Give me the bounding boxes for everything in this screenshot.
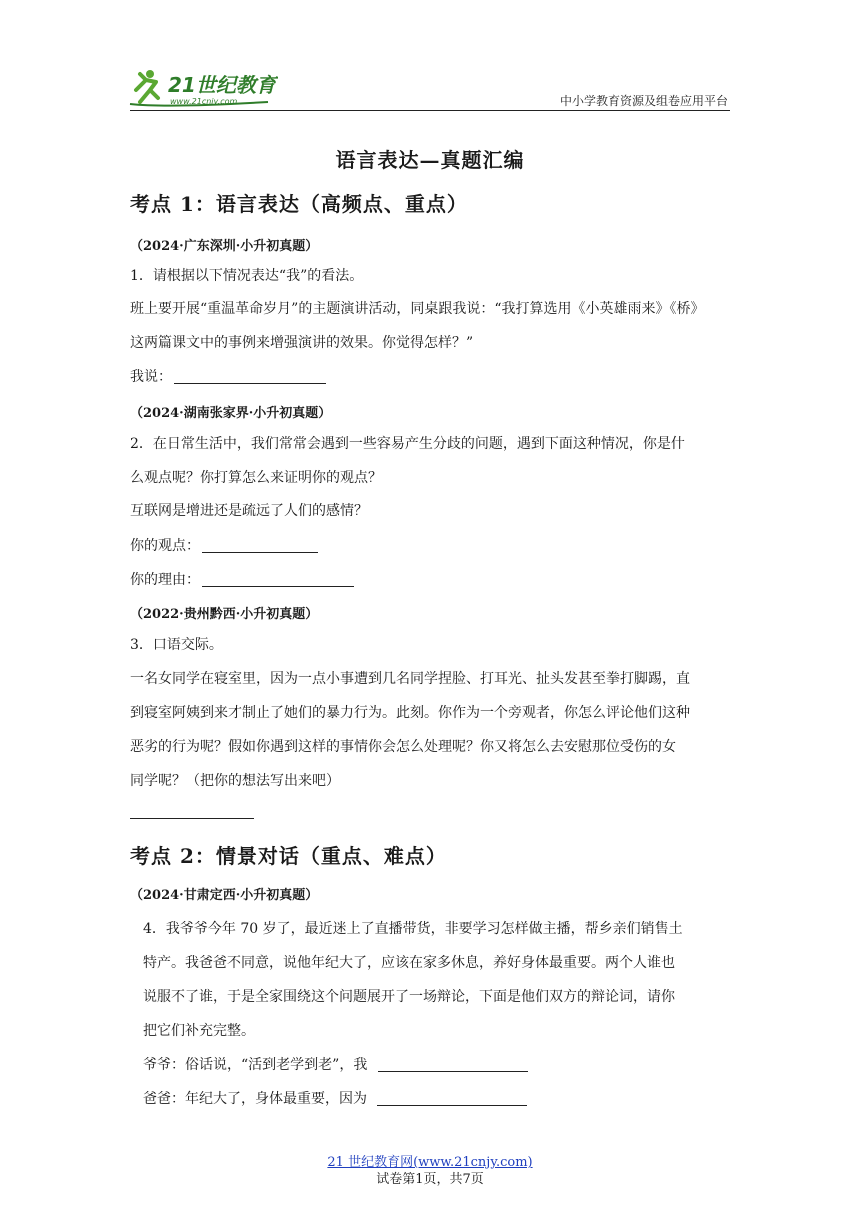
question-line: 这两篇课文中的事例来增强演讲的效果。你觉得怎样？” <box>130 335 474 351</box>
answer-label: 你的观点： <box>130 538 200 554</box>
section-heading-2: 考点 2：情景对话（重点、难点） <box>130 844 447 868</box>
question-line: 到寝室阿姨到来才制止了她们的暴力行为。此刻。你作为一个旁观者，你怎么评论他们这种 <box>130 705 690 721</box>
question-line: 特产。我爸爸不同意，说他年纪大了，应该在家多休息，养好身体最重要。两个人谁也 <box>143 955 675 971</box>
question-line: 4．我爷爷今年 70 岁了，最近迷上了直播带货，非要学习怎样做主播，帮乡亲们销售土 <box>143 921 683 937</box>
question-line: 同学呢？（把你的想法写出来吧） <box>130 773 340 789</box>
answer-blank[interactable] <box>174 369 326 384</box>
platform-name: 中小学教育资源及组卷应用平台 <box>559 94 728 108</box>
question-line: 么观点呢？你打算怎么来证明你的观点？ <box>130 470 382 486</box>
answer-blank[interactable] <box>202 538 318 553</box>
answer-row <box>130 535 730 555</box>
question-line: 一名女同学在寝室里，因为一点小事遭到几名同学捏脸、打耳光、扯头发甚至拳打脚踢，直 <box>130 671 690 687</box>
dialogue-row-grandpa <box>143 1054 743 1074</box>
document-title: 语言表达—真题汇编 <box>335 148 525 172</box>
answer-label: 你的理由： <box>130 572 200 588</box>
header-divider <box>130 110 730 111</box>
question-source: （2024·广东深圳·小升初真题） <box>130 239 319 254</box>
question-line: 班上要开展“重温革命岁月”的主题演讲活动，同桌跟我说：“我打算选用《小英雄雨来》《桥》 <box>130 301 705 317</box>
dialogue-row-father <box>143 1088 743 1108</box>
father-line: 爸爸：年纪大了，身体最重要，因为 <box>143 1091 367 1107</box>
answer-row <box>130 569 730 589</box>
answer-row <box>130 366 730 386</box>
answer-blank[interactable] <box>130 818 254 819</box>
question-line: 3．口语交际。 <box>130 637 223 653</box>
page-number: 试卷第1页，共7页 <box>376 1172 484 1187</box>
question-line: 恶劣的行为呢？假如你遇到这样的事情你会怎么处理呢？你又将怎么去安慰那位受伤的女 <box>130 739 676 755</box>
grandpa-line: 爷爷：俗话说，“活到老学到老”，我 <box>143 1057 368 1073</box>
question-line: 把它们补充完整。 <box>143 1023 255 1039</box>
question-source: （2022·贵州黔西·小升初真题） <box>130 607 319 622</box>
question-line: 互联网是增进还是疏远了人们的感情？ <box>130 503 368 519</box>
page-header <box>0 0 860 120</box>
answer-blank[interactable] <box>202 572 354 587</box>
answer-blank[interactable] <box>378 1057 528 1072</box>
logo-text: 21世纪教育 <box>168 73 276 97</box>
question-source: （2024·湖南张家界·小升初真题） <box>130 406 332 421</box>
answer-label: 我说： <box>130 369 172 385</box>
site-logo <box>128 68 278 110</box>
question-line: 2．在日常生活中，我们常常会遇到一些容易产生分歧的问题，遇到下面这种情况，你是什 <box>130 436 685 452</box>
question-line: 说服不了谁，于是全家围绕这个问题展开了一场辩论，下面是他们双方的辩论词，请你 <box>143 989 675 1005</box>
question-line: 1．请根据以下情况表达“我”的看法。 <box>130 268 364 284</box>
runner-logo-icon <box>128 68 278 110</box>
logo-url: www.21cnjy.com <box>170 97 238 106</box>
answer-blank[interactable] <box>377 1091 527 1106</box>
question-source: （2024·甘肃定西·小升初真题） <box>130 888 319 903</box>
site-link[interactable]: 21 世纪教育网(www.21cnjy.com) <box>327 1155 533 1170</box>
section-heading-1: 考点 1：语言表达（高频点、重点） <box>130 192 468 216</box>
